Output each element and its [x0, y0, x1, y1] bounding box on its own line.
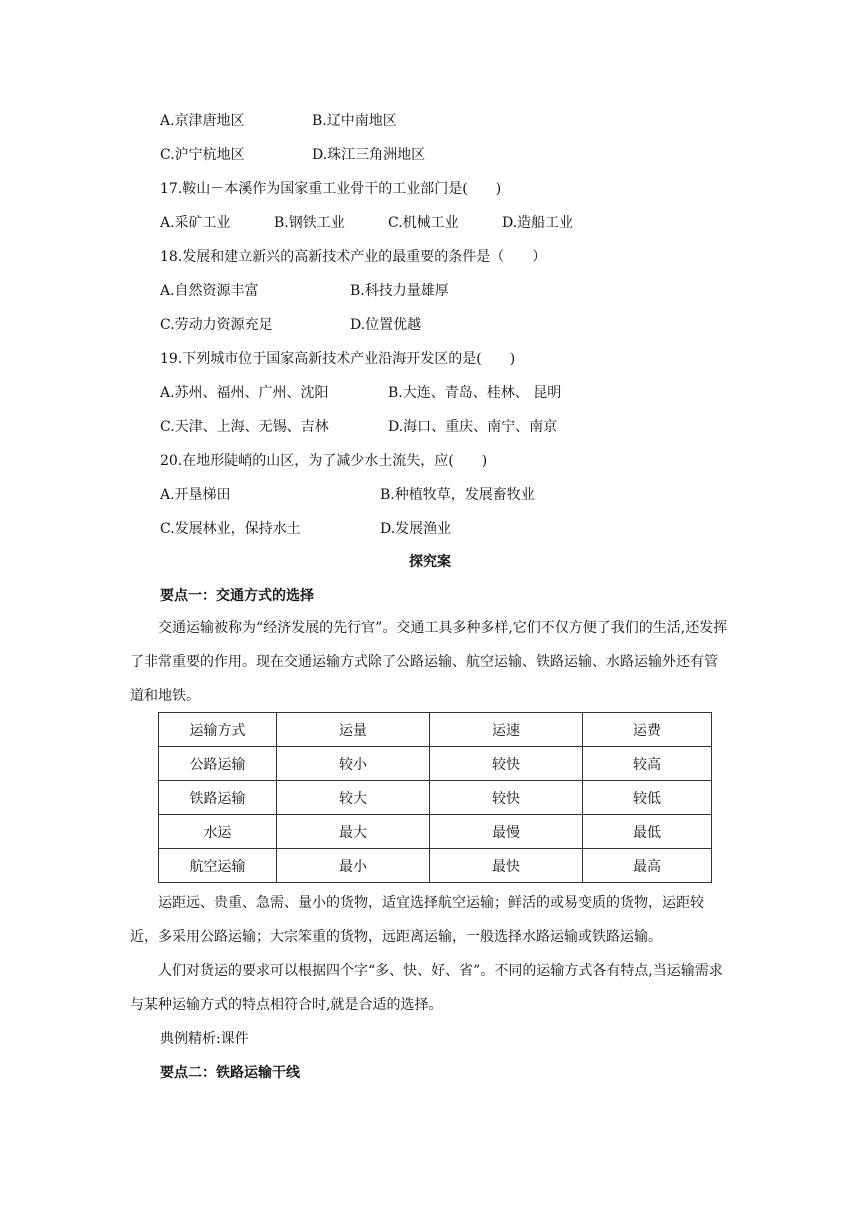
option-d: D.发展渔业 — [380, 521, 452, 537]
table-cell: 最高 — [583, 849, 712, 883]
option-a: A.京津唐地区 — [160, 113, 245, 129]
question-19-stem: 19.下列城市位于国家高新技术产业沿海开发区的是( ) — [160, 351, 516, 367]
option-b: B.钢铁工业 — [274, 215, 345, 231]
point-1-title: 要点一：交通方式的选择 — [160, 588, 314, 604]
table-cell: 较小 — [277, 747, 430, 781]
question-18-stem: 18.发展和建立新兴的高新技术产业的最重要的条件是（ ） — [160, 249, 547, 265]
table-header-cell: 运量 — [277, 713, 430, 747]
option-a: A.采矿工业 — [160, 215, 231, 231]
table-row — [159, 781, 712, 815]
option-a: A.开垦梯田 — [160, 487, 231, 503]
option-c: C.沪宁杭地区 — [160, 147, 245, 163]
table-row — [159, 747, 712, 781]
table-cell: 较快 — [430, 747, 583, 781]
option-b: B.辽中南地区 — [312, 113, 397, 129]
table-cell: 较高 — [583, 747, 712, 781]
table-cell: 较低 — [583, 781, 712, 815]
option-a: A.自然资源丰富 — [160, 283, 259, 299]
option-b: B.大连、青岛、桂林、 昆明 — [388, 385, 562, 401]
table-header-cell: 运费 — [583, 713, 712, 747]
table-cell: 最小 — [277, 849, 430, 883]
table-header-row — [159, 713, 712, 747]
option-d: D.位置优越 — [350, 317, 422, 333]
question-20-stem: 20.在地形陡峭的山区，为了减少水土流失，应( ) — [160, 453, 488, 469]
option-d: D.珠江三角洲地区 — [312, 147, 426, 163]
paragraph-cargo-requirements: 人们对货运的要求可以根据四个字“多、快、好、省”。不同的运输方式各有特点,当运输需求与某种运输方式的特点相符合时,就是合适的选择。 — [130, 963, 723, 1013]
table-cell: 航空运输 — [159, 849, 277, 883]
option-c: C.机械工业 — [388, 215, 459, 231]
table-row — [159, 815, 712, 849]
table-cell: 最慢 — [430, 815, 583, 849]
table-cell: 公路运输 — [159, 747, 277, 781]
table-cell: 较快 — [430, 781, 583, 815]
transport-comparison-table — [158, 712, 712, 883]
example-line: 典例精析:课件 — [160, 1031, 249, 1047]
question-17-stem: 17.鞍山－本溪作为国家重工业骨干的工业部门是( ) — [160, 181, 502, 197]
point-2-title: 要点二：铁路运输干线 — [160, 1065, 300, 1081]
section-title: 探究案 — [409, 554, 451, 570]
option-d: D.造船工业 — [502, 215, 574, 231]
point-1-paragraph: 交通运输被称为“经济发展的先行官”。交通工具多种多样,它们不仅方便了我们的生活,还发挥了非常重要的作用。现在交通运输方式除了公路运输、航空运输、铁路运输、水路运输外还有管道和地铁。 — [130, 620, 728, 704]
option-b: B.种植牧草，发展畜牧业 — [380, 487, 535, 503]
table-header-cell: 运速 — [430, 713, 583, 747]
table-cell: 最大 — [277, 815, 430, 849]
table-cell: 铁路运输 — [159, 781, 277, 815]
table-cell: 水运 — [159, 815, 277, 849]
option-c: C.天津、上海、无锡、吉林 — [160, 419, 329, 435]
option-a: A.苏州、福州、广州、沈阳 — [160, 385, 329, 401]
option-c: C.劳动力资源充足 — [160, 317, 273, 333]
table-cell: 较大 — [277, 781, 430, 815]
option-c: C.发展林业，保持水土 — [160, 521, 301, 537]
table-header-cell: 运输方式 — [159, 713, 277, 747]
option-b: B.科技力量雄厚 — [350, 283, 449, 299]
table-cell: 最快 — [430, 849, 583, 883]
option-d: D.海口、重庆、南宁、南京 — [388, 419, 558, 435]
paragraph-cargo-selection: 运距远、贵重、急需、量小的货物，适宜选择航空运输；鲜活的或易变质的货物，运距较近，多采用公路运输；大宗笨重的货物，远距离运输，一般选择水路运输或铁路运输。 — [130, 895, 704, 945]
table-cell: 最低 — [583, 815, 712, 849]
table-row — [159, 849, 712, 883]
